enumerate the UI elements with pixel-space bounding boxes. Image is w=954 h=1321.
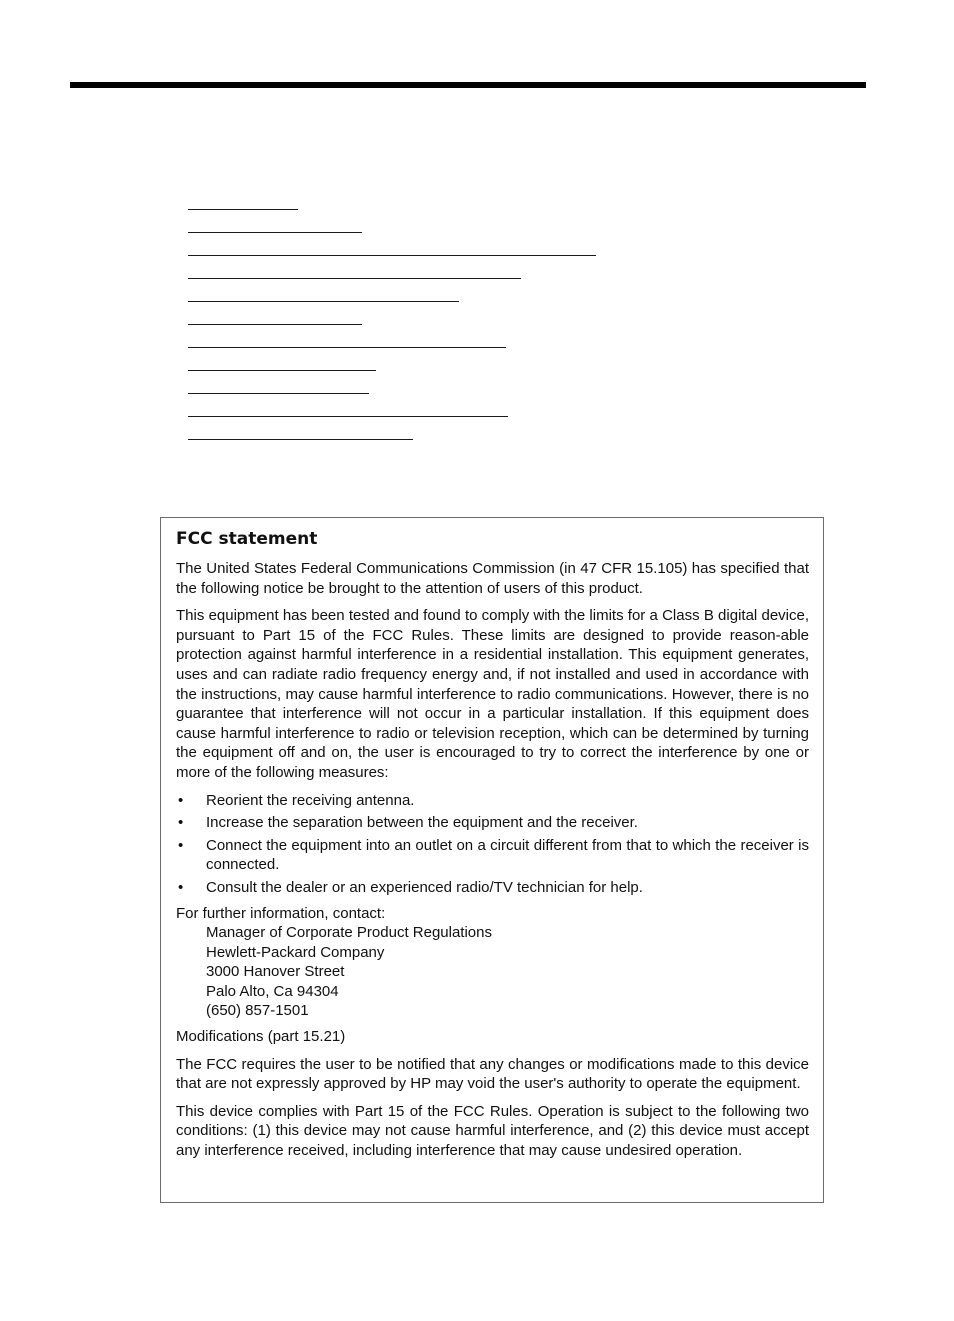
modifications-text: The FCC requires the user to be notified that any changes or modifications made to this device that are not expressly approved by HP may void the user's authority to operate the equipment. bbox=[176, 1055, 809, 1093]
toc-link-5[interactable] bbox=[188, 282, 618, 305]
toc-link-10[interactable] bbox=[188, 397, 618, 420]
toc-link-4[interactable] bbox=[188, 259, 618, 282]
measure-item bbox=[176, 836, 809, 875]
toc-link-9[interactable] bbox=[188, 374, 618, 397]
contact-line: 3000 Hanover Street bbox=[206, 963, 345, 981]
measure-item bbox=[176, 878, 809, 898]
fcc-statement-box bbox=[160, 517, 824, 1203]
bullet-icon: • bbox=[178, 814, 184, 832]
toc-link-6[interactable] bbox=[188, 305, 618, 328]
modifications-heading: Modifications (part 15.21) bbox=[176, 1028, 346, 1046]
measure-text: Consult the dealer or an experienced radio/TV technician for help. bbox=[206, 878, 643, 896]
toc-link-7[interactable] bbox=[188, 328, 618, 351]
measure-text: Connect the equipment into an outlet on a circuit different from that to which the receiver is connected. bbox=[206, 836, 809, 874]
toc-link-3[interactable] bbox=[188, 236, 618, 259]
contact-line: Palo Alto, Ca 94304 bbox=[206, 982, 339, 1000]
measure-item bbox=[176, 813, 809, 833]
contact-intro: For further information, contact: bbox=[176, 904, 386, 922]
fcc-intro: The United States Federal Communications Commission (in 47 CFR 15.105) has specified that the following notice be brought to the attention of users of this product. bbox=[176, 560, 809, 597]
measures-list bbox=[176, 791, 809, 898]
toc-links bbox=[188, 190, 618, 443]
contact-line: Manager of Corporate Product Regulations bbox=[206, 924, 492, 942]
compliance-text: This device complies with Part 15 of the FCC Rules. Operation is subject to the following two conditions: (1) this device may not cause harmful interference, and (2) this device must accept any interference received, including interference that may cause undesired operation. bbox=[176, 1102, 809, 1160]
toc-link-8[interactable] bbox=[188, 351, 618, 374]
toc-link-11[interactable] bbox=[188, 420, 618, 443]
bullet-icon: • bbox=[178, 878, 184, 896]
contact-address bbox=[176, 923, 809, 1021]
header-rule bbox=[70, 82, 866, 88]
measure-item bbox=[176, 791, 809, 811]
toc-link-1[interactable] bbox=[188, 190, 618, 213]
fcc-body: This equipment has been tested and found to comply with the limits for a Class B digital device, pursuant to Part 15 of the FCC Rules. These limits are designed to provide reason-able protection against harmful interference in a residential installation. This equipment generates, uses and can radiate radio frequency energy and, if not installed and used in accordance with the instructions, may cause harmful interference to radio communications. However, there is no guarantee that interference will not occur in a particular installation. If this equipment does cause harmful interference to radio or television reception, which can be determined by turning the equipment off and on, the user is encouraged to try to correct the interference by one or more of the following measures: bbox=[176, 607, 809, 781]
contact-line: Hewlett-Packard Company bbox=[206, 943, 385, 961]
bullet-icon: • bbox=[178, 836, 184, 854]
measure-text: Reorient the receiving antenna. bbox=[206, 791, 415, 809]
fcc-title: FCC statement bbox=[176, 529, 318, 549]
measure-text: Increase the separation between the equipment and the receiver. bbox=[206, 814, 638, 832]
toc-link-2[interactable] bbox=[188, 213, 618, 236]
bullet-icon: • bbox=[178, 791, 184, 809]
contact-line: (650) 857-1501 bbox=[206, 1002, 309, 1020]
